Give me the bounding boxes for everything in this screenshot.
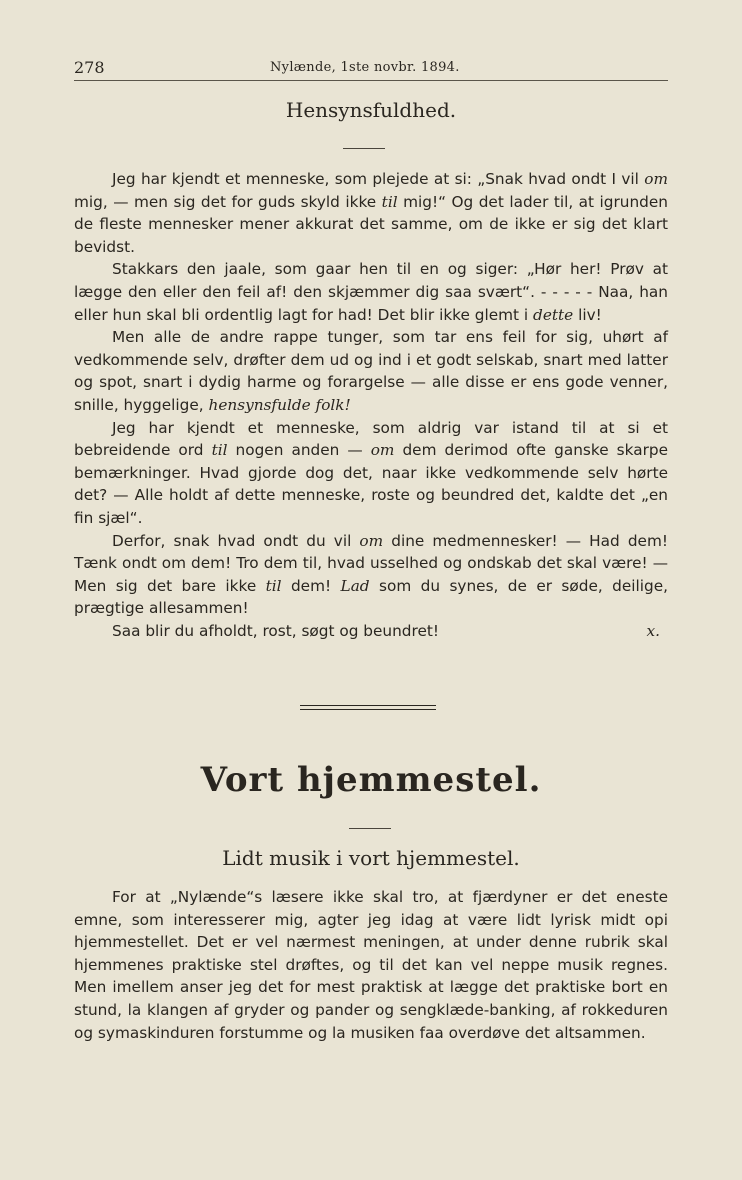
section-divider-bottom	[300, 709, 436, 710]
header-rule	[74, 80, 668, 81]
title-divider	[343, 148, 385, 149]
page-header	[74, 58, 668, 82]
section-divider-top	[300, 705, 436, 706]
paragraph: Men alle de andre rappe tunger, som tar ens feil for sig, uhørt af vedkommende selv, drøfter dem ud og ind i et godt selskab, snart med latter og spot, snart i dydig harme og forargelse — alle disse er ens gode venner, snille, hyggelige, hensynsfulde folk!	[74, 328, 668, 414]
article-body	[74, 886, 668, 1044]
paragraph: For at „Nylænde“s læsere ikke skal tro, at fjærdyner er det eneste emne, som interesserer mig, agter jeg idag at være lidt lyrisk midt opi hjemmestellet. Det er vel nærmest meningen, at under denne rubrik skal hjemmenes praktiske stel drøftes, og til det kan vel neppe musik regnes. Men imellem anser jeg det for mest praktisk at lægge det praktiske bort en stund, la klangen af gryder og pander og sengklæde-banking, af rokkeduren og symaskinduren forstumme og la musiken faa overdøve det altsammen.	[74, 888, 668, 1042]
paragraph: Saa blir du afholdt, rost, søgt og beundret!	[112, 621, 439, 640]
section-title: Vort hjemmestel.	[200, 760, 542, 800]
article-title: Lidt musik i vort hjemmestel.	[222, 846, 520, 870]
paragraph: Jeg har kjendt et menneske, som plejede at si: „Snak hvad ondt I vil om mig, — men sig det for guds skyld ikke til mig!“ Og det lader til, at igrunden de fleste mennesker mener akkurat det samme, om de ikke er sig det klart bevidst.	[74, 170, 668, 256]
section-title-divider	[349, 828, 391, 829]
paragraph: Stakkars den jaale, som gaar hen til en og siger: „Hør her! Prøv at lægge den eller den feil af! den skjæmmer dig saa svært“. - - - - - Naa, han eller hun skal bli ordentlig lagt for had! Det blir ikke glemt i dette liv!	[74, 260, 668, 324]
paragraph: Derfor, snak hvad ondt du vil om dine medmennesker! — Had dem! Tænk ondt om dem! Tro dem til, hvad usselhed og ondskab det skal være! — Men sig det bare ikke til dem! Lad som du synes, de er søde, deilige, prægtige allesammen!	[74, 531, 668, 618]
paragraph: Jeg har kjendt et menneske, som aldrig var istand til at si et bebreidende ord til nogen anden — om dem derimod ofte ganske skarpe bemærkninger. Hvad gjorde dog det, naar ikke vedkommende selv hørte det? — Alle holdt af dette menneske, roste og beundred det, kaldte det „en fin sjæl“.	[74, 418, 668, 527]
author-signature: x.	[646, 621, 660, 640]
page-number: 278	[74, 58, 105, 77]
article-body	[74, 168, 668, 642]
running-title: Nylænde, 1ste novbr. 1894.	[270, 60, 460, 75]
article-title: Hensynsfuldhed.	[285, 98, 457, 122]
